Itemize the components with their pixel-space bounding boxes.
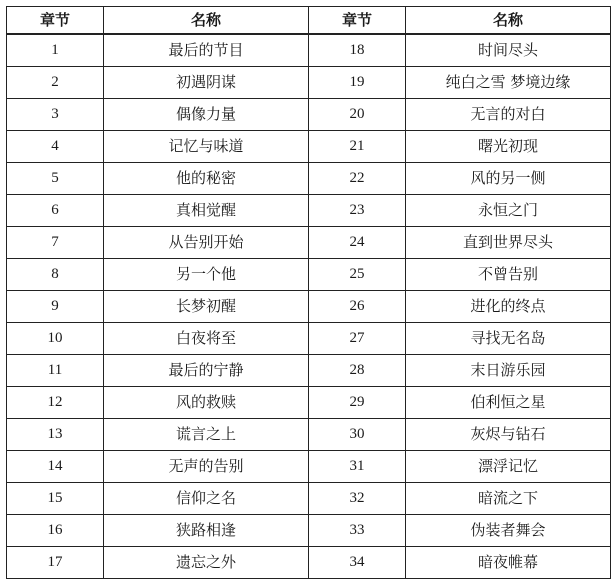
chapter-name-left: 信仰之名 [104, 483, 309, 515]
chapter-number-left: 1 [7, 34, 104, 67]
chapter-name-left: 无声的告别 [104, 451, 309, 483]
table-row [7, 195, 611, 227]
chapter-number-left: 6 [7, 195, 104, 227]
table-row [7, 387, 611, 419]
chapter-number-left: 14 [7, 451, 104, 483]
chapter-number-right: 24 [309, 227, 406, 259]
chapter-number-right: 21 [309, 131, 406, 163]
chapter-name-right: 暗流之下 [406, 483, 611, 515]
chapter-name-left: 长梦初醒 [104, 291, 309, 323]
header-chapter-right: 章节 [309, 7, 406, 35]
chapter-number-right: 29 [309, 387, 406, 419]
chapter-name-right: 漂浮记忆 [406, 451, 611, 483]
chapter-name-right: 末日游乐园 [406, 355, 611, 387]
table-row [7, 291, 611, 323]
chapter-number-left: 16 [7, 515, 104, 547]
chapter-name-left: 最后的宁静 [104, 355, 309, 387]
chapter-name-left: 从告别开始 [104, 227, 309, 259]
header-name-right: 名称 [406, 7, 611, 35]
chapter-number-right: 18 [309, 34, 406, 67]
chapter-number-left: 13 [7, 419, 104, 451]
chapter-name-left: 风的救赎 [104, 387, 309, 419]
header-row [7, 7, 611, 35]
chapter-number-left: 5 [7, 163, 104, 195]
chapter-name-right: 纯白之雪 梦境边缘 [406, 67, 611, 99]
chapter-name-left: 白夜将至 [104, 323, 309, 355]
chapter-number-left: 10 [7, 323, 104, 355]
table-row [7, 227, 611, 259]
chapter-number-right: 27 [309, 323, 406, 355]
chapter-number-left: 4 [7, 131, 104, 163]
chapter-name-right: 寻找无名岛 [406, 323, 611, 355]
chapter-name-left: 另一个他 [104, 259, 309, 291]
chapter-name-right: 进化的终点 [406, 291, 611, 323]
chapter-number-right: 31 [309, 451, 406, 483]
chapter-name-left: 狭路相逢 [104, 515, 309, 547]
chapter-name-left: 他的秘密 [104, 163, 309, 195]
table-row [7, 34, 611, 67]
table-row [7, 451, 611, 483]
table-row [7, 355, 611, 387]
table-row [7, 67, 611, 99]
chapter-number-left: 11 [7, 355, 104, 387]
table-row [7, 419, 611, 451]
table-row [7, 131, 611, 163]
chapter-number-left: 8 [7, 259, 104, 291]
chapter-number-right: 19 [309, 67, 406, 99]
table-header [7, 7, 611, 35]
header-chapter-left: 章节 [7, 7, 104, 35]
table-row [7, 99, 611, 131]
chapter-name-right: 灰烬与钻石 [406, 419, 611, 451]
chapter-name-right: 伪装者舞会 [406, 515, 611, 547]
chapter-number-right: 33 [309, 515, 406, 547]
chapter-number-right: 20 [309, 99, 406, 131]
table-body [7, 34, 611, 579]
chapter-name-right: 曙光初现 [406, 131, 611, 163]
chapter-name-right: 不曾告别 [406, 259, 611, 291]
chapter-number-right: 30 [309, 419, 406, 451]
chapter-name-right: 暗夜帷幕 [406, 547, 611, 579]
header-name-left: 名称 [104, 7, 309, 35]
chapter-name-left: 遗忘之外 [104, 547, 309, 579]
chapter-number-left: 2 [7, 67, 104, 99]
chapter-number-right: 22 [309, 163, 406, 195]
chapter-name-left: 偶像力量 [104, 99, 309, 131]
chapter-name-right: 直到世界尽头 [406, 227, 611, 259]
chapter-number-right: 28 [309, 355, 406, 387]
table-row [7, 259, 611, 291]
chapter-number-right: 23 [309, 195, 406, 227]
chapter-number-left: 12 [7, 387, 104, 419]
chapter-number-left: 7 [7, 227, 104, 259]
table-row [7, 163, 611, 195]
chapter-number-left: 17 [7, 547, 104, 579]
chapter-name-right: 永恒之门 [406, 195, 611, 227]
chapter-number-right: 26 [309, 291, 406, 323]
chapter-name-right: 时间尽头 [406, 34, 611, 67]
chapter-table-container [6, 6, 608, 579]
table-row [7, 547, 611, 579]
chapter-name-left: 谎言之上 [104, 419, 309, 451]
chapter-number-left: 3 [7, 99, 104, 131]
chapter-table [6, 6, 611, 579]
chapter-name-right: 伯利恒之星 [406, 387, 611, 419]
chapter-name-left: 记忆与味道 [104, 131, 309, 163]
chapter-number-left: 15 [7, 483, 104, 515]
chapter-number-left: 9 [7, 291, 104, 323]
chapter-number-right: 25 [309, 259, 406, 291]
table-row [7, 515, 611, 547]
table-row [7, 483, 611, 515]
chapter-name-right: 无言的对白 [406, 99, 611, 131]
table-row [7, 323, 611, 355]
chapter-name-right: 风的另一侧 [406, 163, 611, 195]
chapter-number-right: 32 [309, 483, 406, 515]
chapter-name-left: 初遇阴谋 [104, 67, 309, 99]
chapter-number-right: 34 [309, 547, 406, 579]
chapter-name-left: 最后的节目 [104, 34, 309, 67]
chapter-name-left: 真相觉醒 [104, 195, 309, 227]
